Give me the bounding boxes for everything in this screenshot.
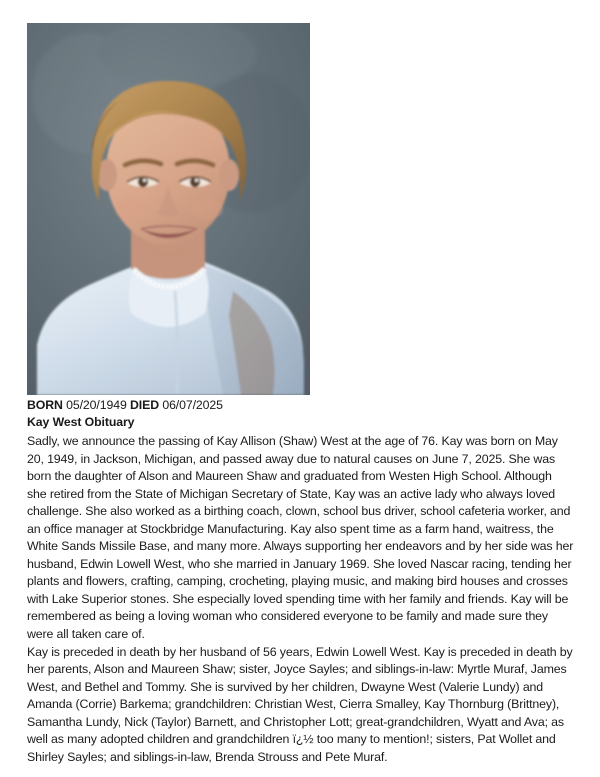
- obituary-paragraph-2: Kay is preceded in death by her husband of 56 years, Edwin Lowell West. Kay is preceded in death by her parents, Alson and Maureen Shaw; sister, Joyce Sayles; and siblings-in-law: Myrtle Muraf, James West, and Bethel and Tommy. She is survived by her children, Dwayne West (Valerie Lundy) and Amanda (Corrie) Barkema; grandchildren: Christian West, Cierra Smalley, Kay Thornburg (Brittney), Samantha Lundy, Nick (Taylor) Barnett, and Christopher Lott; great-grandchildren, Wyatt and Ava; as well as many adopted children and grandchildren ï¿½ too many to mention!; sisters, Pat Wollet and Shirley Sayles; and siblings-in-law, Brenda Strouss and Pete Muraf.: [27, 644, 573, 764]
- born-label: BORN: [27, 398, 63, 412]
- obituary-paragraph-1: Sadly, we announce the passing of Kay Allison (Shaw) West at the age of 76. Kay was born on May 20, 1949, in Jackson, Michigan, and passed away due to natural causes on June 7, 2025. She was born the daughter of Alson and Maureen Shaw and graduated from Westen High School. Although she retired from the State of Michigan Secretary of State, Kay was an active lady who always loved challenge. She also worked as a birthing coach, clown, school bus driver, school cafeteria worker, and an office manager at Stockbridge Manufacturing. Kay also spent time as a farm hand, waitress, the White Sands Missile Base, and many more. Always supporting her endeavors and by her side was her husband, Edwin Lowell West, who she married in January 1969. She loved Nascar racing, tending her plants and flowers, crafting, camping, crocheting, playing music, and making bird houses and crosses with Lake Superior stones. She especially loved spending time with her family and friends. Kay will be remembered as being a loving woman who considered everyone to be family and made sure they were all taken care of.: [27, 434, 574, 642]
- died-date: 06/07/2025: [162, 398, 223, 412]
- vital-dates: [27, 398, 574, 413]
- page-title: Kay West Obituary: [27, 415, 135, 429]
- obituary-content: [27, 398, 574, 766]
- obituary-body: [27, 433, 574, 766]
- portrait-photo: [27, 23, 310, 395]
- died-label: DIED: [130, 398, 159, 412]
- born-date: 05/20/1949: [66, 398, 127, 412]
- portrait-photo-image: [27, 23, 310, 395]
